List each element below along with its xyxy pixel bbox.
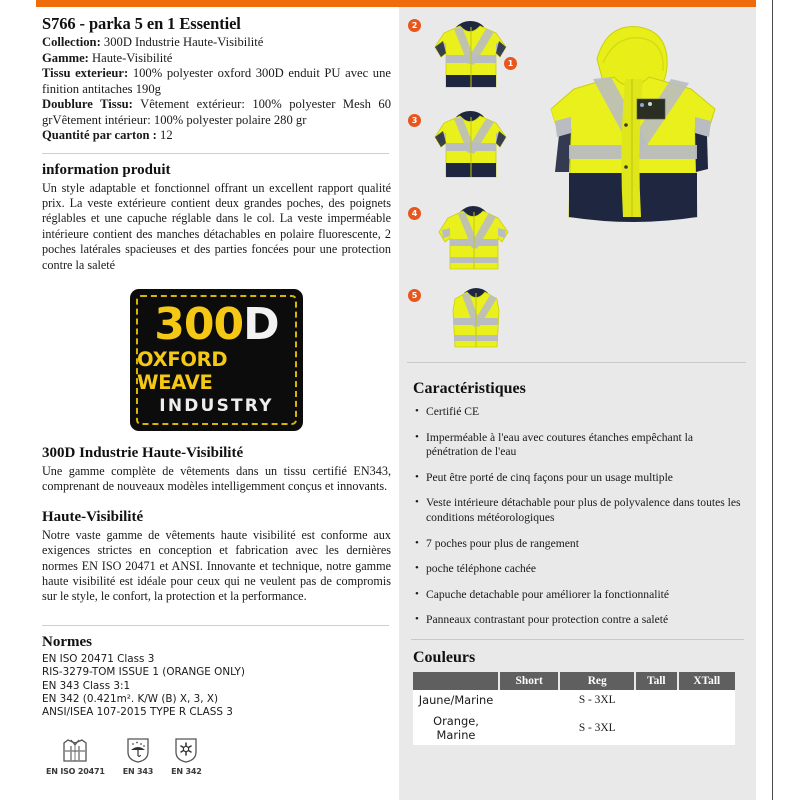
- norme-item: EN ISO 20471 Class 3: [42, 652, 155, 665]
- norme-item: EN 342 (0.421m². K/W (B) X, 3, X): [42, 693, 219, 705]
- feature-item: • Imperméable à l'eau avec coutures étanches empêchant la pénétration de l'eau: [413, 431, 742, 460]
- feature-item: • Capuche detachable pour améliorer la fonctionnalité: [413, 588, 742, 603]
- normes-heading: Normes: [42, 633, 92, 650]
- divider-normes: [42, 625, 389, 626]
- spec-quantite: [42, 128, 391, 144]
- feature-item: • poche téléphone cachée: [413, 562, 742, 577]
- logo-d-text: D: [243, 299, 279, 351]
- pictogram-label: EN 342: [171, 766, 202, 776]
- norme-item: RIS-3279-TOM ISSUE 1 (ORANGE ONLY): [42, 666, 245, 679]
- logo-300-text: 300: [154, 299, 244, 351]
- couleurs-section: [399, 640, 756, 745]
- logo-box: [130, 289, 303, 431]
- spec-collection: [42, 35, 391, 51]
- feature-item: • 7 poches pour plus de rangement: [413, 537, 742, 552]
- jacket-thumb-4[interactable]: [431, 203, 517, 281]
- spec-tissu-exterieur: [42, 66, 391, 97]
- spec-collection-value: 300D Industrie Haute-Visibilité: [103, 35, 264, 49]
- spec-doublure-value: Vêtement extérieur: 100% polyester Mesh 60 grVêtement intérieur: 100% polyester polaire 280 gr: [42, 97, 391, 127]
- jacket-thumb-3[interactable]: [426, 107, 516, 192]
- spec-gamme: [42, 51, 391, 67]
- snowflake-shield-icon: [173, 736, 199, 764]
- col-header-blank: [413, 672, 499, 690]
- jacket-main-photo[interactable]: [519, 17, 744, 277]
- jacket-thumb-5[interactable]: [441, 285, 511, 357]
- divider-info: [42, 153, 389, 154]
- hautevis-text: Notre vaste gamme de vêtements haute visibilité est conforme aux exigences strictes en conception et fabrication avec les dernières normes EN ISO 20471 et ANSI. Innovante et technique, notre gamme haute visibilité est idéale pour ceux qui ne veulent pas de compromis sur le style, le confort, la protection et la performance.: [42, 527, 391, 604]
- table-header-row: [413, 672, 735, 690]
- pictogram-label: EN 343: [122, 766, 154, 776]
- spec-doublure: [42, 97, 391, 128]
- caracteristiques-heading: Caractéristiques: [413, 380, 526, 397]
- cell-short: [499, 711, 559, 745]
- industrie-text: Une gamme complète de vêtements dans un tissu certifié EN343, comprenant de nouveaux modèles intelligemment conçus et innovants.: [42, 463, 391, 494]
- normes-list: [42, 653, 391, 720]
- logo-oxford-weave-text: OXFORD WEAVE: [137, 348, 228, 395]
- couleurs-table: [413, 672, 735, 745]
- spec-collection-label: Collection:: [42, 35, 101, 49]
- color-swatch-orange-marine: Orange, Marine: [413, 711, 499, 745]
- logo-industry-text: INDUSTRY: [159, 396, 274, 417]
- spec-quantite-value: 12: [160, 128, 173, 142]
- info-produit-heading: information produit: [42, 161, 171, 178]
- norme-item: ANSI/ISEA 107-2015 TYPE R CLASS 3: [42, 706, 233, 719]
- col-header-xtall: XTall: [678, 672, 735, 690]
- page-title: S766 - parka 5 en 1 Essentiel: [42, 14, 241, 33]
- rain-shield-icon: [125, 736, 151, 764]
- spec-quantite-label: Quantité par carton :: [42, 128, 157, 142]
- info-produit-text: Un style adaptable et fonctionnel offrant un excellent rapport qualité prix. La veste extérieure contient deux grandes poches, des poignets réglables et une capuche réglable dans le col. La veste imperméable intérieure contient des manches détachables en polaire fluorescente, 2 poches latérales spacieuses et des parties foncées pour une protection contre la saleté: [42, 180, 391, 272]
- pictogram-en-343: [123, 736, 153, 776]
- cell-reg: S - 3XL: [559, 690, 635, 711]
- hi-vis-vest-icon: [60, 736, 90, 764]
- image-badge-4[interactable]: 4: [408, 207, 421, 220]
- jacket-thumb-2[interactable]: [426, 17, 516, 102]
- cell-xtall: [678, 690, 735, 711]
- table-row: [413, 711, 735, 745]
- pictogram-en-iso-20471: [46, 736, 105, 776]
- left-column: [36, 7, 399, 800]
- feature-item: • Certifié CE: [413, 405, 742, 420]
- spec-gamme-label: Gamme:: [42, 50, 89, 65]
- oxford-weave-logo: [42, 289, 391, 431]
- color-swatch-jaune-marine: Jaune/Marine: [413, 690, 499, 711]
- cell-reg: S - 3XL: [559, 711, 635, 745]
- cell-xtall: [678, 711, 735, 745]
- image-badge-3[interactable]: 3: [408, 114, 421, 127]
- pictogram-en-342: [171, 736, 201, 776]
- cell-tall: [635, 711, 677, 745]
- image-badge-2[interactable]: 2: [408, 19, 421, 32]
- feature-item: • Panneaux contrastant pour protection contre a saleté: [413, 613, 742, 628]
- pictogram-label: EN ISO 20471: [46, 766, 105, 776]
- image-badge-1[interactable]: 1: [504, 57, 517, 70]
- hautevis-heading: Haute-Visibilité: [42, 508, 144, 525]
- top-accent-bar: [36, 0, 756, 7]
- col-header-short: Short: [499, 672, 559, 690]
- spec-tissu-exterieur-value: 100% polyester oxford 300D enduit PU avec une finition antitaches 190g: [42, 66, 391, 96]
- caracteristiques-section: [399, 362, 756, 628]
- feature-item: • Peut être porté de cinq façons pour un usage multiple: [413, 471, 742, 486]
- col-header-tall: Tall: [635, 672, 677, 690]
- cell-tall: [635, 690, 677, 711]
- spec-tissu-exterieur-label: Tissu exterieur:: [42, 66, 129, 80]
- right-column: [399, 7, 756, 800]
- couleurs-heading: Couleurs: [413, 648, 476, 666]
- spec-doublure-label: Doublure Tissu:: [42, 97, 133, 111]
- industrie-heading: 300D Industrie Haute-Visibilité: [42, 444, 244, 461]
- norme-item: EN 343 Class 3:1: [42, 679, 131, 692]
- pictogram-row: [42, 736, 391, 776]
- image-badge-5[interactable]: 5: [408, 289, 421, 302]
- logo-300d-line: [154, 299, 279, 351]
- cell-short: [499, 690, 559, 711]
- spec-gamme-value: Haute-Visibilité: [92, 50, 173, 65]
- col-header-reg: Reg: [559, 672, 635, 690]
- product-image-gallery: [399, 7, 756, 362]
- feature-item: • Veste intérieure détachable pour plus de polyvalence dans toutes les conditions météorologiques: [413, 496, 742, 525]
- gallery-divider: [407, 362, 746, 363]
- page-right-border: [772, 0, 773, 800]
- table-row: [413, 690, 735, 711]
